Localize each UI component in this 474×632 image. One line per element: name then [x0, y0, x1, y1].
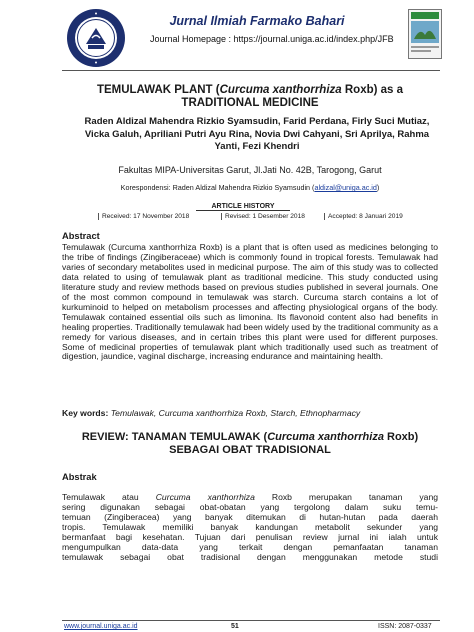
footer-journal-link[interactable]: www.journal.uniga.ac.id — [64, 623, 138, 630]
article-history-title: ARTICLE HISTORY — [196, 203, 290, 211]
review-title-suffix: Roxb) SEBAGAI OBAT TRADISIONAL — [169, 431, 419, 456]
abstrak-line: sering digunakan sebagai obat-obatan yang tergolong dalam suku temu- — [62, 501, 438, 512]
article-title — [60, 84, 440, 110]
journal-cover-icon — [408, 9, 442, 59]
correspondence-label: Korespondensi: Raden Aldizal Mahendra Rizkio Syamsudin ( — [120, 183, 315, 192]
abstrak-species: Curcuma xanthorrhiza — [155, 492, 255, 502]
review-title — [60, 431, 440, 457]
review-title-species: Curcuma xanthorrhiza — [267, 431, 384, 443]
abstrak-heading: Abstrak — [62, 472, 97, 482]
title-suffix: Roxb) as a TRADITIONAL MEDICINE — [181, 84, 404, 109]
accepted-date: Accepted: 8 Januari 2019 — [324, 213, 403, 220]
issn: ISSN: 2087-0337 — [378, 623, 432, 630]
journal-homepage[interactable]: Journal Homepage : https://journal.uniga.ac.id/index.php/JFB — [150, 34, 394, 44]
abstract-text: Temulawak (Curcuma xanthorrhiza Roxb) is a plant that is often used as medicines belonging to the tribe of findings (Zingiberaceae) which is commonly found in tropical forests. Temulawak had varies of secondary metabolites used in medicinal purpose. The aim of this study was to collected data related to using of temulawak plant as traditional medicine. This study conducted using literature study and review methods based on previous studies published in several journals. One of the most common compound in temulawak was starch. Curcuma starch contains a lot of kurkuminoid to helped on metabolism processes and affecting physiological organs of the body. Temulawak contained essential oils such as limonina. Its flavonoid content also had benefits in healing properties. Traditionally temulawak had been widely used by the traditional community as a remedy for various diseases, and in certain tribes this plant were used for different purposes. Some of medicinal properties of temulawak plant which traditionally used such as treatment of digestion, jaundice, vaginal discharge, increasing endurance and maintaining health. — [62, 242, 438, 362]
correspondence — [60, 183, 440, 192]
received-date: Received: 17 November 2018 — [98, 213, 189, 220]
abstrak-line: tropis. Temulawak memiliki banyak kandungan metabolit sekunder yang — [62, 521, 438, 532]
affiliation: Fakultas MIPA-Universitas Garut, Jl.Jati No. 42B, Tarogong, Garut — [118, 165, 382, 175]
abstrak-line: temuan (Zingiberacea) yang banyak ditemukan di hutan-hutan pada daerah — [62, 511, 438, 522]
page-number: 51 — [231, 623, 239, 630]
header-divider — [62, 70, 440, 71]
correspondence-email-link[interactable]: aldizal@uniga.ac.id — [314, 183, 377, 192]
correspondence-close: ) — [376, 183, 380, 192]
abstrak-text — [62, 493, 438, 563]
article-history-row — [98, 213, 403, 223]
abstrak-line1-a: Temulawak atau — [62, 492, 156, 502]
keywords — [62, 408, 438, 418]
author-list: Raden Aldizal Mahendra Rizkio Syamsudin, Farid Perdana, Firly Suci Mutiaz, Vicka Galuh, Apriliani Putri Ayu Rina, Novia Dwi Cahyani, Sri Aprilya, Rahma Yanti, Fezi Khendri — [84, 116, 430, 152]
abstrak-line: bermanfaat bagi kesehatan. Tujuan dari penulisan review jurnal ini ialah untuk — [62, 531, 438, 542]
footer-divider — [62, 620, 440, 621]
abstrak-line: temulawak sebagai obat tradisional dengan menggunakan metode studi — [62, 551, 438, 562]
revised-date: Revised: 1 Desember 2018 — [221, 213, 305, 220]
journal-name: Jurnal Ilmiah Farmako Bahari — [169, 14, 345, 28]
review-title-prefix: REVIEW: TANAMAN TEMULAWAK ( — [81, 431, 268, 443]
keywords-label: Key words: — [62, 408, 109, 418]
abstrak-line1-b: Roxb merupakan tanaman yang — [254, 492, 438, 502]
keywords-text: Temulawak, Curcuma xanthorrhiza Roxb, Starch, Ethnopharmacy — [108, 408, 361, 418]
title-prefix: TEMULAWAK PLANT ( — [96, 84, 220, 96]
title-species: Curcuma xanthorrhiza — [219, 84, 342, 96]
abstrak-line: mengumpulkan data-data yang terkait dengan pemanfaatan tanaman — [62, 541, 438, 552]
abstract-heading: Abstract — [62, 231, 100, 241]
